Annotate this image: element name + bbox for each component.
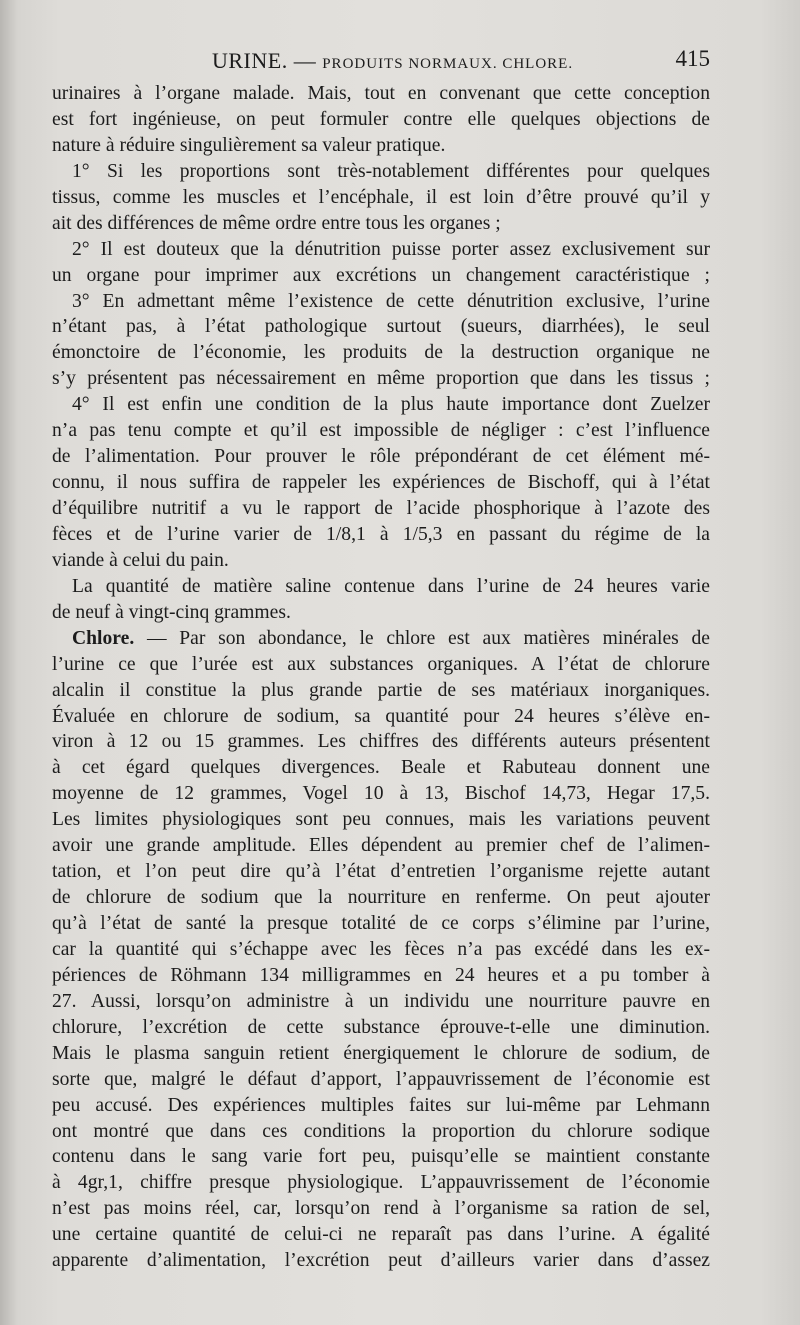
text-line — [52, 81, 710, 107]
line-text: 3° En admettant même l’existence de cette dénutrition exclusive, l’urine — [72, 290, 710, 312]
line-text: n’a pas tenu compte et qu’il est impossible de négliger : c’est l’influence — [52, 420, 710, 442]
line-text: ait des différences de même ordre entre tous les organes ; — [52, 212, 501, 234]
text-line — [52, 1248, 710, 1274]
text-line — [52, 548, 710, 574]
text-line — [52, 574, 710, 600]
line-text: tissus, comme les muscles et l’encéphale, il est loin d’être prouvé qu’il y — [52, 186, 710, 208]
line-text: chlorure, l’excrétion de cette substance éprouve-t-elle une diminution. — [52, 1016, 710, 1038]
line-text: une certaine quantité de celui-ci ne reparaît pas dans l’urine. A égalité — [52, 1224, 710, 1246]
text-line — [52, 833, 710, 859]
line-text: car la quantité qui s’échappe avec les fèces n’a pas excédé dans les ex- — [52, 938, 710, 960]
text-line — [52, 418, 710, 444]
line-text: connu, il nous suffira de rappeler les expériences de Bischoff, qui à l’état — [52, 472, 710, 494]
line-text: ont montré que dans ces conditions la proportion du chlorure sodique — [52, 1120, 710, 1142]
text-line — [52, 755, 710, 781]
line-text: viron à 12 ou 15 grammes. Les chiffres des différents auteurs présentent — [52, 731, 710, 753]
page-number: 415 — [675, 46, 710, 71]
text-line — [52, 1093, 710, 1119]
text-line — [52, 159, 710, 185]
line-text: Évaluée en chlorure de sodium, sa quantité pour 24 heures s’élève en- — [52, 705, 710, 727]
text-line — [52, 107, 710, 133]
text-line — [52, 1119, 710, 1145]
section-heading-chlore: Chlore. — [72, 627, 135, 649]
header-subtitle: PRODUITS NORMAUX. CHLORE. — [322, 56, 574, 72]
text-line — [52, 678, 710, 704]
text-body — [52, 81, 710, 1274]
line-text: à 4gr,1, chiffre presque physiologique. L’appauvrissement de l’économie — [52, 1172, 710, 1194]
line-text: s’y présentent pas nécessairement en même proportion que dans les tissus ; — [52, 368, 710, 390]
text-line — [52, 885, 710, 911]
text-line — [52, 652, 710, 678]
line-text: fèces et de l’urine varier de 1/8,1 à 1/5,3 en passant du régime de la — [52, 523, 710, 545]
line-text: sorte que, malgré le défaut d’apport, l’appauvrissement de l’économie est — [52, 1068, 710, 1090]
text-line — [52, 211, 710, 237]
header-title: URINE. — [212, 48, 288, 73]
text-line — [52, 237, 710, 263]
line-text: avoir une grande amplitude. Elles dépendent au premier chef de l’alimen- — [52, 835, 710, 857]
text-line — [52, 289, 710, 315]
line-text: n’étant pas, à l’état pathologique surtout (sueurs, diarrhées), le seul — [52, 316, 710, 338]
line-text: peu accusé. Des expériences multiples faites sur lui-même par Lehmann — [52, 1094, 710, 1116]
line-text: 4° Il est enfin une condition de la plus haute importance dont Zuelzer — [72, 394, 710, 416]
line-text: n’est pas moins réel, car, lorsqu’on rend à l’organisme sa ration de sel, — [52, 1198, 710, 1220]
line-text: périences de Röhmann 134 milligrammes en 24 heures et a pu tomber à — [52, 964, 710, 986]
line-text: est fort ingénieuse, on peut formuler contre elle quelques objections de — [52, 108, 710, 130]
line-text: tation, et l’on peut dire qu’à l’état d’entretien l’organisme rejette autant — [52, 861, 710, 883]
text-line — [52, 185, 710, 211]
line-text: qu’à l’état de santé la presque totalité de ce corps s’élimine par l’urine, — [52, 913, 710, 934]
text-line — [52, 911, 710, 937]
text-line — [52, 1067, 710, 1093]
line-text: 27. Aussi, lorsqu’on administre à un individu une nourriture pauvre en — [52, 990, 710, 1012]
text-line — [52, 263, 710, 289]
text-line — [52, 989, 710, 1015]
line-text: 2° Il est douteux que la dénutrition puisse porter assez exclusivement sur — [72, 238, 710, 260]
line-text: émonctoire de l’économie, les produits de la destruction organique ne — [52, 342, 710, 364]
text-line — [52, 1170, 710, 1196]
text-line — [52, 444, 710, 470]
line-text: d’équilibre nutritif a vu le rapport de l’acide phosphorique à l’azote des — [52, 498, 710, 519]
line-text: 1° Si les proportions sont très-notablement différentes pour quelques — [72, 160, 710, 182]
line-text: un organe pour imprimer aux excrétions un changement caractéristique ; — [52, 264, 710, 286]
text-line — [52, 133, 710, 159]
text-line — [52, 781, 710, 807]
running-title — [212, 48, 573, 74]
text-line — [52, 340, 710, 366]
text-line — [52, 1144, 710, 1170]
text-line — [52, 963, 710, 989]
text-line — [52, 366, 710, 392]
text-line — [52, 807, 710, 833]
text-line — [52, 392, 710, 418]
text-line — [52, 522, 710, 548]
running-header — [52, 42, 710, 76]
header-dash: — — [293, 48, 317, 73]
text-line — [52, 704, 710, 730]
line-text: contenu dans le sang varie fort peu, puisqu’elle se maintient constante — [52, 1146, 710, 1168]
line-text: à cet égard quelques divergences. Beale et Rabuteau donnent une — [52, 757, 710, 779]
line-text: Mais le plasma sanguin retient énergiquement le chlorure de sodium, de — [52, 1042, 710, 1064]
text-line — [52, 496, 710, 522]
text-line — [52, 729, 710, 755]
line-text: l’urine ce que l’urée est aux substances organiques. A l’état de chlorure — [52, 653, 710, 675]
line-text: de neuf à vingt-cinq grammes. — [52, 601, 291, 623]
line-text: alcalin il constitue la plus grande partie de ses matériaux inorganiques. — [52, 679, 710, 701]
text-line — [52, 1015, 710, 1041]
text-line — [52, 859, 710, 885]
line-text: nature à réduire singulièrement sa valeur pratique. — [52, 134, 446, 156]
text-line — [52, 1196, 710, 1222]
line-text: apparente d’alimentation, l’excrétion peut d’ailleurs varier dans d’assez — [52, 1250, 710, 1272]
line-text: urinaires à l’organe malade. Mais, tout en convenant que cette conception — [52, 83, 710, 104]
text-line — [52, 626, 710, 652]
text-line — [52, 470, 710, 496]
line-text: Les limites physiologiques sont peu connues, mais les variations peuvent — [52, 809, 710, 831]
line-text: de l’alimentation. Pour prouver le rôle prépondérant de cet élément mé- — [52, 446, 710, 468]
line-text: La quantité de matière saline contenue dans l’urine de 24 heures varie — [72, 575, 710, 597]
text-line — [52, 1222, 710, 1248]
line-text: de chlorure de sodium que la nourriture en renferme. On peut ajouter — [52, 887, 710, 909]
text-line — [52, 600, 710, 626]
text-line — [52, 1041, 710, 1067]
text-line — [52, 314, 710, 340]
line-text: moyenne de 12 grammes, Vogel 10 à 13, Bischof 14,73, Hegar 17,5. — [52, 783, 710, 805]
line-text: viande à celui du pain. — [52, 549, 229, 571]
text-line — [52, 937, 710, 963]
line-text: — Par son abondance, le chlore est aux matières minérales de — [134, 627, 710, 649]
